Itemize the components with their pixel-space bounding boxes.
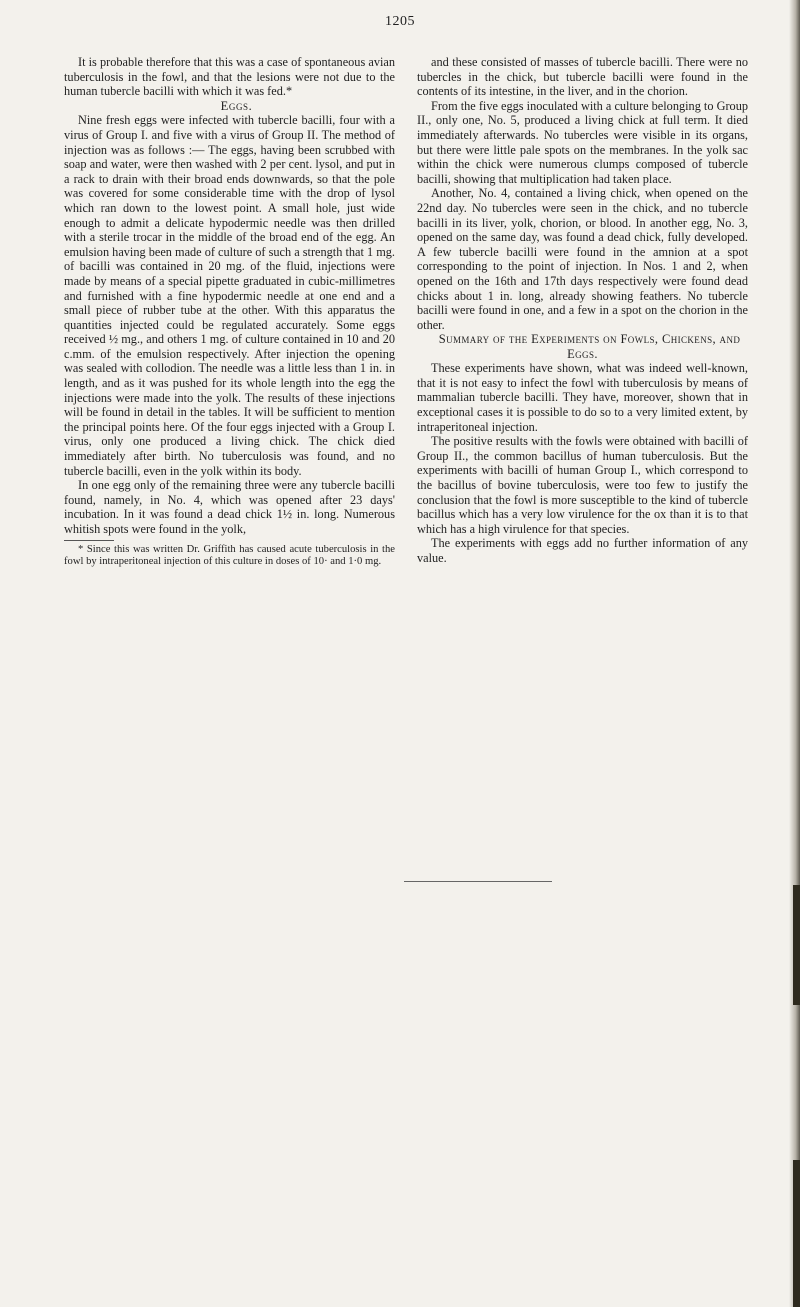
left-column: [64, 55, 395, 568]
summary-paragraph-2: The positive results with the fowls were obtained with bacilli of Group II., the common bacillus of human tuberculosis. But the experiments with bacilli of human Group I., which correspond to the bacillus of bovine tuberculosis, were too few to justify the conclusion that the fowl is more susceptible to the kind of tubercle bacillus which has a very low virulence for the ox than it is to that which has a high virulence for that species.: [417, 434, 748, 536]
summary-heading: Summary of the Experiments on Fowls, Chickens, and Eggs.: [438, 332, 741, 361]
summary-paragraph-1: These experiments have shown, what was indeed well-known, that it is not easy to infect the fowl with tuberculosis by means of mammalian tubercle bacilli. They have, moreover, shown that in exceptional cases it is possible to do so to a very limited extent, by intraperitoneal injection.: [417, 361, 748, 434]
page-edge-shadow: [789, 0, 800, 1307]
eggs-method-paragraph: Nine fresh eggs were infected with tubercle bacilli, four with a virus of Group I. and five with a virus of Group II. The method of injection was as follows :— The eggs, having been scrubbed with soap and water, were then washed with 2 per cent. lysol, and put in a rack to drain with their broad ends downwards, so that the pole was covered for some considerable time with the drop of lysol which ran down to the lowest point. A small hole, just wide enough to admit a delicate hypodermic needle was then drilled with a sterile trocar in the middle of the broad end of the egg. An emulsion having been made of culture of such a strength that 1 mg. of bacilli was contained in 20 mg. of the fluid, injections were made by means of a special pipette graduated in cubic-millimetres and furnished with a fine hypodermic needle at one end and a small piece of rubber tube at the other. With this apparatus the quantities injected could be regulated accurately. Some eggs received ½ mg., and others 1 mg. of culture contained in 10 and 20 c.mm. of the emulsion respectively. After injection the opening was sealed with collodion. The needle was a little less than 1 in. in length, and as it was pushed for its whole length into the egg the injections were made into the yolk. The results of these injections will be found in detail in the tables. It will be sufficient to mention the principal points here. Of the four eggs injected with a Group I. virus, only one produced a living chick. The chick died immediately after birth. No tuberculosis was found, and no tubercle bacilli, even in the yolk within its body.: [64, 113, 395, 478]
page-edge-mark: [793, 1160, 800, 1307]
chorion-paragraph: and these consisted of masses of tubercle bacilli. There were no tubercles in the chick, but tubercle bacilli were found in the contents of its intestine, in the liver, and in the chorion.: [417, 55, 748, 99]
summary-paragraph-3: The experiments with eggs add no further information of any value.: [417, 536, 748, 565]
footnote: * Since this was written Dr. Griffith has caused acute tuberculosis in the fowl by intraperitoneal injection of this culture in doses of 10· and 1·0 mg.: [64, 543, 395, 567]
group-two-paragraph: From the five eggs inoculated with a culture belonging to Group II., only one, No. 5, produced a living chick at full term. It died immediately afterwards. No tubercles were visible in its organs, but there were little pale spots on the membranes. In the yolk sac within the chick were numerous clumps composed of tubercle bacilli, showing that multiplication had taken place.: [417, 98, 748, 186]
section-divider: [404, 881, 552, 882]
page-edge-mark: [793, 885, 800, 1005]
eggs-results-paragraph: In one egg only of the remaining three were any tubercle bacilli found, namely, in No. 4, which was opened after 23 days' incubation. In it was found a dead chick 1½ in. long. Numerous whitish spots were found in the yolk,: [64, 478, 395, 536]
page-number: 1205: [385, 14, 415, 29]
right-column: [417, 55, 748, 566]
intro-paragraph: It is probable therefore that this was a case of spontaneous avian tuberculosis in the fowl, and that the lesions were not due to the human tubercle bacilli with which it was fed.*: [64, 55, 395, 99]
other-eggs-paragraph: Another, No. 4, contained a living chick, when opened on the 22nd day. No tubercles were seen in the chick, and no tubercle bacilli in its liver, yolk, chorion, or blood. In another egg, No. 3, opened on the same day, was found a dead chick, fully developed. A few tubercle bacilli were found in the amnion at a spot corresponding to the point of injection. In Nos. 1 and 2, when opened on the 16th and 17th days respectively were found dead chicks about 1 in. long, already showing feathers. No tubercle bacilli were found in one, and a few in a spot on the chorion in the other.: [417, 186, 748, 332]
footnote-divider: [64, 540, 114, 541]
eggs-heading: Eggs.: [220, 98, 253, 113]
